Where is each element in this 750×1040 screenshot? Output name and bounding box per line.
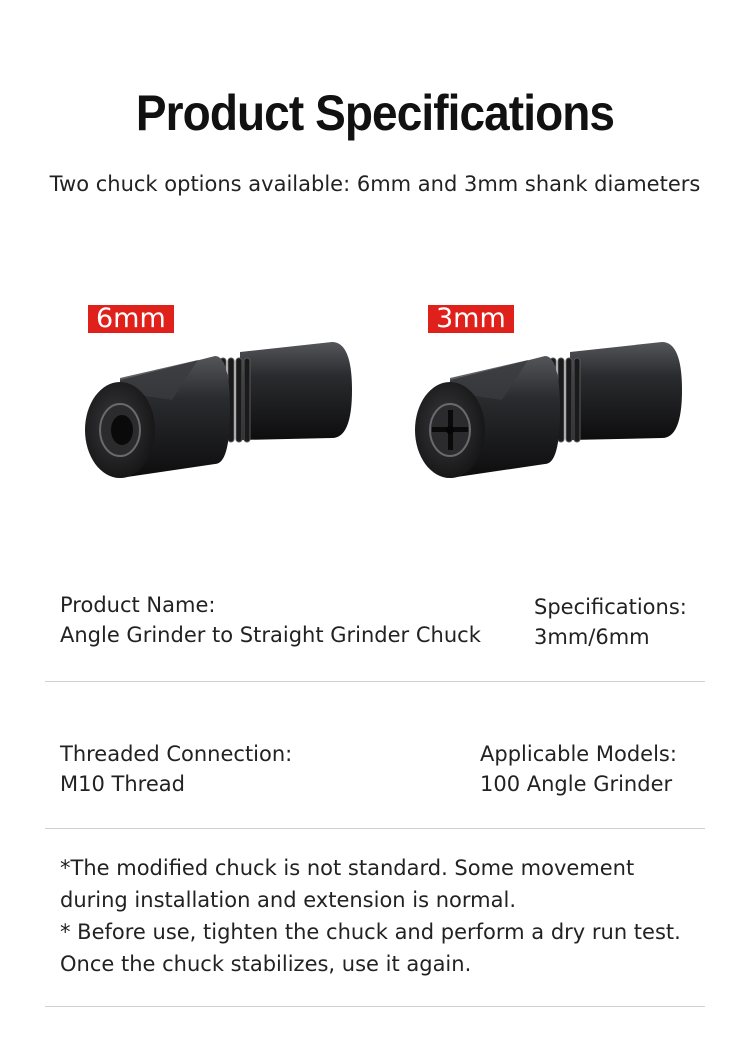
note-2: * Before use, tighten the chuck and perform a dry run test. Once the chuck stabilizes, use it again. [60,920,681,976]
chuck-6mm-image [80,300,370,490]
page-subtitle: Two chuck options available: 6mm and 3mm shank diameters [49,172,701,196]
product-6mm [80,300,370,490]
specifications-label: Specifications: [534,595,687,619]
usage-notes [60,852,700,980]
threaded-connection-label: Threaded Connection: [60,742,293,766]
applicable-models-label: Applicable Models: [480,742,677,766]
divider-3 [45,1006,705,1007]
threaded-connection-value: M10 Thread [60,772,185,796]
size-tag-6mm: 6mm [88,305,174,333]
applicable-models-value: 100 Angle Grinder [480,772,673,796]
note-1: *The modified chuck is not standard. Some movement during installation and extension is normal. [60,856,635,912]
divider-1 [45,681,705,682]
product-3mm [410,300,700,490]
divider-2 [45,828,705,829]
product-name-value: Angle Grinder to Straight Grinder Chuck [60,623,481,647]
chuck-3mm-image [410,300,700,490]
specifications-value: 3mm/6mm [534,625,650,649]
page-title: Product Specifications [135,85,615,141]
size-tag-3mm: 3mm [428,305,514,333]
product-name-label: Product Name: [60,593,216,617]
